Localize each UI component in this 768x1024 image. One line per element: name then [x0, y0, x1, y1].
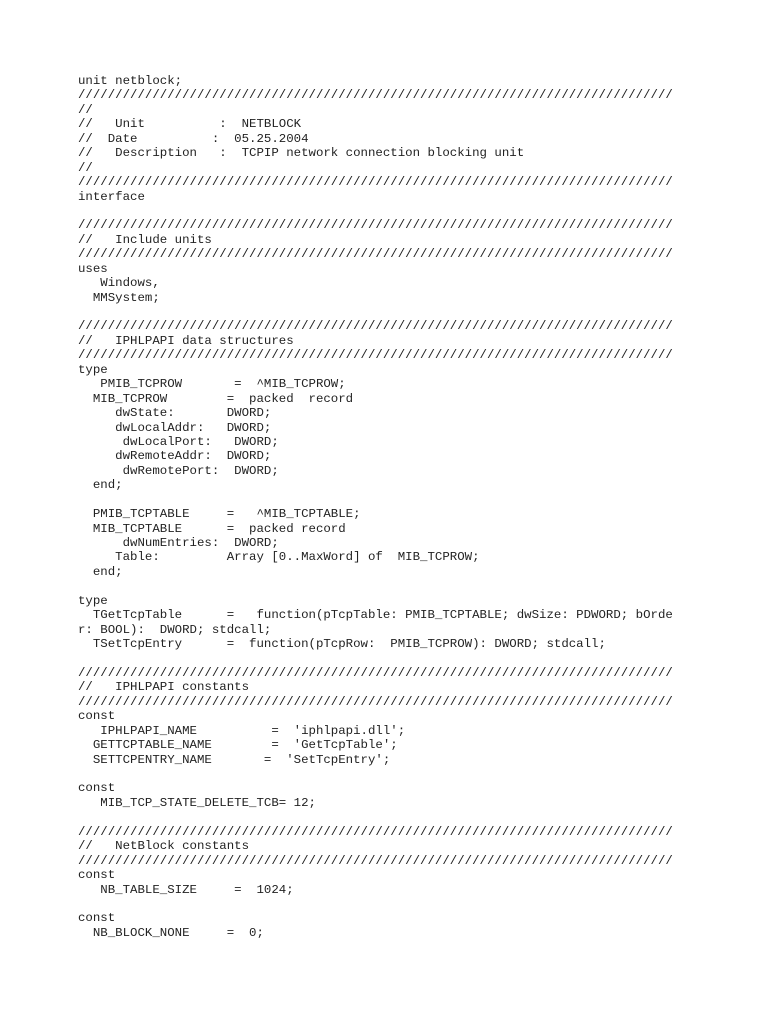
code-line: //////////////////////////////////////////////////////////////////////////////// — [78, 853, 673, 868]
code-line — [78, 579, 758, 593]
code-line: dwRemotePort: DWORD; — [78, 463, 279, 478]
code-line: //////////////////////////////////////////////////////////////////////////////// — [78, 694, 673, 709]
code-line: // Description : TCPIP network connection blocking unit — [78, 146, 525, 161]
code-line: const — [78, 868, 116, 883]
code-line: PMIB_TCPTABLE = ^MIB_TCPTABLE; — [78, 507, 361, 522]
source-code-document — [78, 74, 758, 940]
code-line: unit netblock; — [78, 74, 183, 88]
code-line: // Unit : NETBLOCK — [78, 117, 302, 132]
code-line: type — [78, 593, 108, 608]
code-line: // NetBlock constants — [78, 839, 250, 854]
code-line — [78, 897, 758, 911]
code-line: // Date : 05.25.2004 — [78, 131, 309, 146]
code-line: const — [78, 781, 116, 796]
code-line: type — [78, 362, 108, 377]
code-line: NB_TABLE_SIZE = 1024; — [78, 882, 294, 897]
code-line — [78, 305, 758, 319]
code-line: // — [78, 160, 93, 175]
code-line — [78, 204, 758, 218]
code-line: IPHLPAPI_NAME = 'iphlpapi.dll'; — [78, 723, 406, 738]
code-line: end; — [78, 564, 123, 579]
code-line: MMSystem; — [78, 290, 160, 305]
code-line: interface — [78, 189, 145, 204]
code-line: GETTCPTABLE_NAME = 'GetTcpTable'; — [78, 738, 398, 753]
code-line: // IPHLPAPI constants — [78, 680, 250, 695]
code-line — [78, 493, 758, 507]
code-line: r: BOOL): DWORD; stdcall; — [78, 622, 272, 637]
code-line: dwLocalAddr: DWORD; — [78, 420, 272, 435]
code-line — [78, 810, 758, 824]
code-line: NB_BLOCK_NONE = 0; — [78, 925, 264, 940]
code-line: //////////////////////////////////////////////////////////////////////////////// — [78, 824, 673, 839]
code-line: Table: Array [0..MaxWord] of MIB_TCPROW; — [78, 550, 480, 565]
code-line: Windows, — [78, 276, 160, 291]
code-line: SETTCPENTRY_NAME = 'SetTcpEntry'; — [78, 752, 391, 767]
code-line — [78, 652, 758, 666]
code-line: dwLocalPort: DWORD; — [78, 434, 279, 449]
code-line: //////////////////////////////////////////////////////////////////////////////// — [78, 88, 673, 103]
code-line: //////////////////////////////////////////////////////////////////////////////// — [78, 348, 673, 363]
code-line: dwNumEntries: DWORD; — [78, 536, 279, 550]
code-line: // — [78, 102, 93, 117]
code-line: PMIB_TCPROW = ^MIB_TCPROW; — [78, 377, 346, 392]
code-line: TSetTcpEntry = function(pTcpRow: PMIB_TCPROW): DWORD; stdcall; — [78, 637, 606, 652]
code-line: //////////////////////////////////////////////////////////////////////////////// — [78, 175, 673, 190]
code-line: // IPHLPAPI data structures — [78, 333, 294, 348]
code-line: //////////////////////////////////////////////////////////////////////////////// — [78, 247, 673, 262]
code-line: //////////////////////////////////////////////////////////////////////////////// — [78, 218, 673, 233]
code-line: uses — [78, 261, 108, 276]
code-line: const — [78, 709, 116, 724]
code-line: dwState: DWORD; — [78, 406, 272, 421]
code-line: MIB_TCP_STATE_DELETE_TCB= 12; — [78, 795, 316, 810]
code-line: //////////////////////////////////////////////////////////////////////////////// — [78, 319, 673, 334]
code-line: //////////////////////////////////////////////////////////////////////////////// — [78, 665, 673, 680]
code-line: MIB_TCPROW = packed record — [78, 391, 354, 406]
code-line: end; — [78, 478, 123, 493]
code-line: TGetTcpTable = function(pTcpTable: PMIB_TCPTABLE; dwSize: PDWORD; bOrde — [78, 608, 673, 623]
code-line: dwRemoteAddr: DWORD; — [78, 449, 272, 464]
code-line: // Include units — [78, 232, 212, 247]
code-line: MIB_TCPTABLE = packed record — [78, 521, 346, 536]
code-line: const — [78, 911, 116, 926]
code-line — [78, 767, 758, 781]
